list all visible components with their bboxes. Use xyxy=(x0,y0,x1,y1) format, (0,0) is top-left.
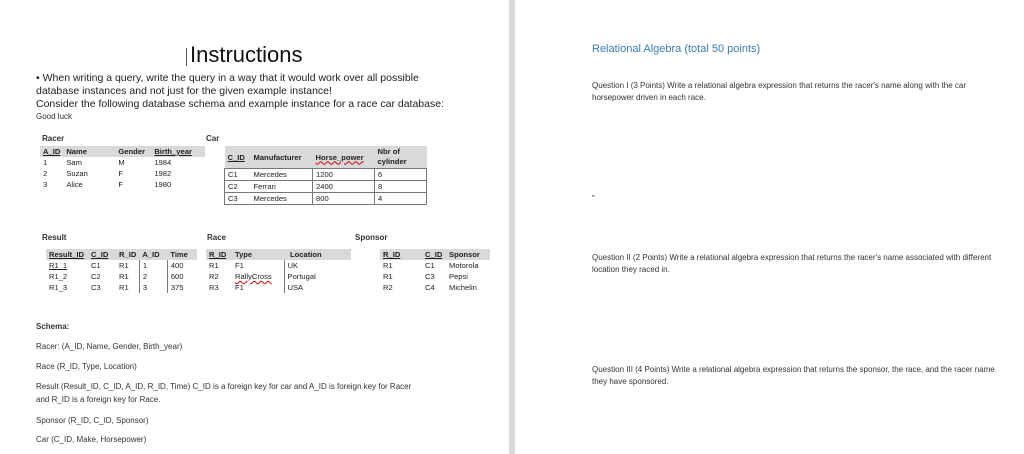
table-row xyxy=(40,157,205,168)
table-cell: R1_1 xyxy=(49,261,68,270)
schema-label: Schema: xyxy=(36,322,70,331)
page-title: Instructions xyxy=(190,42,303,67)
table-row xyxy=(206,271,351,282)
bullet-line-1 xyxy=(36,72,419,84)
header-cell: Type xyxy=(232,249,284,260)
table-row xyxy=(46,260,197,271)
table-cell: Portugal xyxy=(284,271,351,282)
table-cell: R1 xyxy=(209,261,219,270)
racer-table-label: Racer xyxy=(42,134,65,143)
right-document-page xyxy=(515,0,1024,454)
table-cell: R2 xyxy=(209,272,219,281)
question-2: Question II (2 Points) Write a relational algebra expression that returns the racer's name associated with different location they raced in. xyxy=(592,253,992,274)
sponsor-table-label: Sponsor xyxy=(355,233,388,242)
table-cell: 1200 xyxy=(313,169,375,181)
header-cell: Manufacturer xyxy=(251,146,313,169)
table-cell: Mercedes xyxy=(251,193,313,205)
header-cell: Birth_year xyxy=(151,146,205,157)
table-cell: C4 xyxy=(425,283,435,292)
table-cell: Pepsi xyxy=(449,272,468,281)
table-cell: R1 xyxy=(119,283,129,292)
header-cell: R_ID xyxy=(206,249,232,260)
table-cell: C1 xyxy=(91,261,101,270)
table-cell: 1980 xyxy=(154,180,172,189)
good-luck-text: Good luck xyxy=(36,112,73,121)
header-cell: C_ID xyxy=(225,146,251,169)
header-cell-line: cylinder xyxy=(377,157,407,166)
header-cell: Sponsor xyxy=(446,249,490,260)
table-row xyxy=(225,169,427,181)
table-row xyxy=(40,168,205,179)
table-cell: Ferrari xyxy=(251,181,313,193)
header-cell: A_ID xyxy=(40,146,63,157)
table-cell: 4 xyxy=(375,193,427,205)
result-table xyxy=(46,249,197,293)
bullet-text-2: database instances and not just for the given example instance! xyxy=(36,85,332,97)
table-cell: 2 xyxy=(139,271,167,282)
table-cell: R1 xyxy=(383,261,393,270)
table-row xyxy=(225,193,427,205)
table-cell: R2 xyxy=(383,283,393,292)
table-cell: R1 xyxy=(119,261,129,270)
table-cell: C2 xyxy=(91,272,101,281)
table-row xyxy=(380,271,490,282)
schema-sponsor: Sponsor (R_ID, C_ID, Sponsor) xyxy=(36,416,149,425)
table-cell: F xyxy=(118,180,123,189)
table-cell: 3 xyxy=(139,282,167,293)
schema-racer: Racer: (A_ID, Name, Gender, Birth_year) xyxy=(36,342,183,351)
header-cell-nbr-cylinder xyxy=(375,146,427,169)
text-cursor xyxy=(186,48,187,66)
table-row xyxy=(225,181,427,193)
table-header-row xyxy=(40,146,205,157)
table-row xyxy=(46,282,197,293)
table-cell: R1_2 xyxy=(49,272,68,281)
table-cell: RallyCross xyxy=(235,272,272,281)
header-cell: R_ID xyxy=(116,249,139,260)
header-cell: Name xyxy=(63,146,115,157)
table-cell: Motorola xyxy=(449,261,479,270)
table-cell: Suzan xyxy=(66,169,88,178)
table-cell: 3 xyxy=(43,180,48,189)
table-cell: 600 xyxy=(167,271,197,282)
table-row xyxy=(206,282,351,293)
table-cell: 400 xyxy=(167,260,197,271)
bullet-text-1: When writing a query, write the query in a way that it would work over all possible xyxy=(42,72,419,84)
table-cell: 8 xyxy=(375,181,427,193)
race-table xyxy=(206,249,351,293)
table-cell: 1984 xyxy=(154,158,172,167)
header-cell: C_ID xyxy=(88,249,116,260)
table-cell: F1 xyxy=(235,283,244,292)
table-row xyxy=(380,282,490,293)
table-cell: R3 xyxy=(209,283,219,292)
table-header-row xyxy=(46,249,197,260)
sponsor-table xyxy=(380,249,490,293)
table-cell: 375 xyxy=(167,282,197,293)
table-row xyxy=(380,260,490,271)
left-document-page xyxy=(0,0,509,454)
consider-text: Consider the following database schema and example instance for a race car database: xyxy=(36,98,444,110)
table-cell: Sam xyxy=(66,158,82,167)
table-cell: Michelin xyxy=(449,283,477,292)
header-cell-line: Nbr of xyxy=(377,147,400,156)
table-cell: M xyxy=(118,158,125,167)
table-cell: C2 xyxy=(225,181,251,193)
table-cell: F xyxy=(118,169,123,178)
race-table-label: Race xyxy=(207,233,227,242)
table-cell: 1 xyxy=(139,260,167,271)
schema-race: Race (R_ID, Type, Location) xyxy=(36,362,137,371)
racer-table xyxy=(40,146,205,190)
table-cell: 1982 xyxy=(154,169,172,178)
table-cell: Alice xyxy=(66,180,83,189)
relational-algebra-title: Relational Algebra (total 50 points) xyxy=(592,43,761,55)
header-cell: Time xyxy=(167,249,197,260)
table-cell: 800 xyxy=(313,193,375,205)
question-3: Question III (4 Points) Write a relational algebra expression that returns the sponsor, the race, and the racer name they have sponsored. xyxy=(592,365,995,386)
header-cell: Location xyxy=(284,249,351,260)
table-cell: R1_3 xyxy=(49,283,68,292)
header-cell: Horse_power xyxy=(313,146,375,169)
schema-result-line-2: and R_ID is a foreign key for Race. xyxy=(36,395,161,404)
car-table xyxy=(224,146,427,205)
table-cell: UK xyxy=(284,260,351,271)
table-row xyxy=(46,271,197,282)
table-cell: 2400 xyxy=(313,181,375,193)
table-cell: C3 xyxy=(225,193,251,205)
table-cell: 1 xyxy=(43,158,48,167)
header-cell: C_ID xyxy=(422,249,446,260)
table-cell: R1 xyxy=(383,272,393,281)
table-cell: 6 xyxy=(375,169,427,181)
header-cell: A_ID xyxy=(139,249,167,260)
table-cell: R1 xyxy=(119,272,129,281)
table-header-row xyxy=(206,249,351,260)
header-cell: Result_ID xyxy=(46,249,88,260)
table-cell: 2 xyxy=(43,169,48,178)
bullet-icon: • xyxy=(36,72,40,84)
table-header-row xyxy=(225,146,427,169)
table-cell: C3 xyxy=(91,283,101,292)
question-1: Question I (3 Points) Write a relational algebra expression that returns the racer's name along with the car horsepower driven in each race. xyxy=(592,81,967,102)
schema-car: Car (C_ID, Make, Horsepower) xyxy=(36,435,147,444)
result-table-label: Result xyxy=(42,233,67,242)
table-cell: C1 xyxy=(225,169,251,181)
header-cell: R_ID xyxy=(380,249,422,260)
schema-result-line-1: Result (Result_ID, C_ID, A_ID, R_ID, Time) C_ID is a foreign key for car and A_ID is foreign key for Racer xyxy=(36,382,412,391)
table-row xyxy=(40,179,205,190)
table-header-row xyxy=(380,249,490,260)
car-table-label: Car xyxy=(206,134,220,143)
table-cell: Mercedes xyxy=(251,169,313,181)
table-cell: C3 xyxy=(425,272,435,281)
header-cell: Gender xyxy=(115,146,151,157)
stray-mark: " xyxy=(592,194,595,203)
table-row xyxy=(206,260,351,271)
table-cell: F1 xyxy=(235,261,244,270)
table-cell: USA xyxy=(284,282,351,293)
table-cell: C1 xyxy=(425,261,435,270)
